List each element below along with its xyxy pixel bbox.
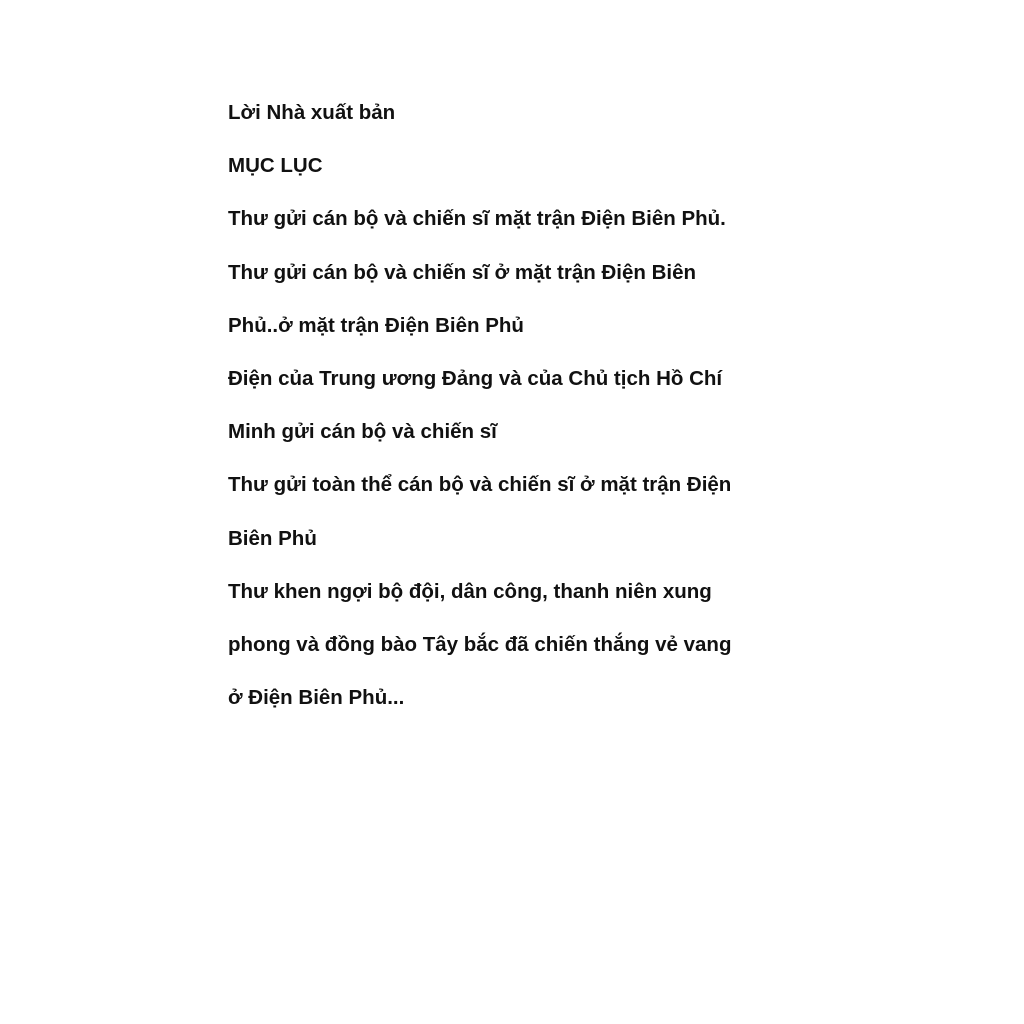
toc-entry-line: Thư khen ngợi bộ đội, dân công, thanh niên xung	[228, 579, 712, 603]
toc-entry-line: ở Điện Biên Phủ...	[228, 686, 405, 710]
toc-entry-line: Thư gửi cán bộ và chiến sĩ mặt trận Điện Biên Phủ.	[228, 207, 726, 231]
contents-heading: MỤC LỤC	[228, 154, 323, 178]
toc-entry-line: Phủ..ở mặt trận Điện Biên Phủ	[228, 313, 524, 337]
toc-entry-line: Minh gửi cán bộ và chiến sĩ	[228, 420, 497, 444]
publisher-note-heading: Lời Nhà xuất bản	[228, 101, 396, 124]
toc-entry-line: Điện của Trung ương Đảng và của Chủ tịch Hồ Chí	[228, 367, 723, 391]
toc-entry-line: Thư gửi cán bộ và chiến sĩ ở mặt trận Điện Biên	[228, 260, 697, 284]
toc-entry-line: Biên Phủ	[228, 526, 317, 550]
toc-entry-line: phong và đồng bào Tây bắc đã chiến thắng vẻ vang	[228, 633, 732, 657]
toc-entry-line: Thư gửi toàn thể cán bộ và chiến sĩ ở mặt trận Điện	[228, 473, 732, 497]
table-of-contents	[228, 86, 848, 724]
